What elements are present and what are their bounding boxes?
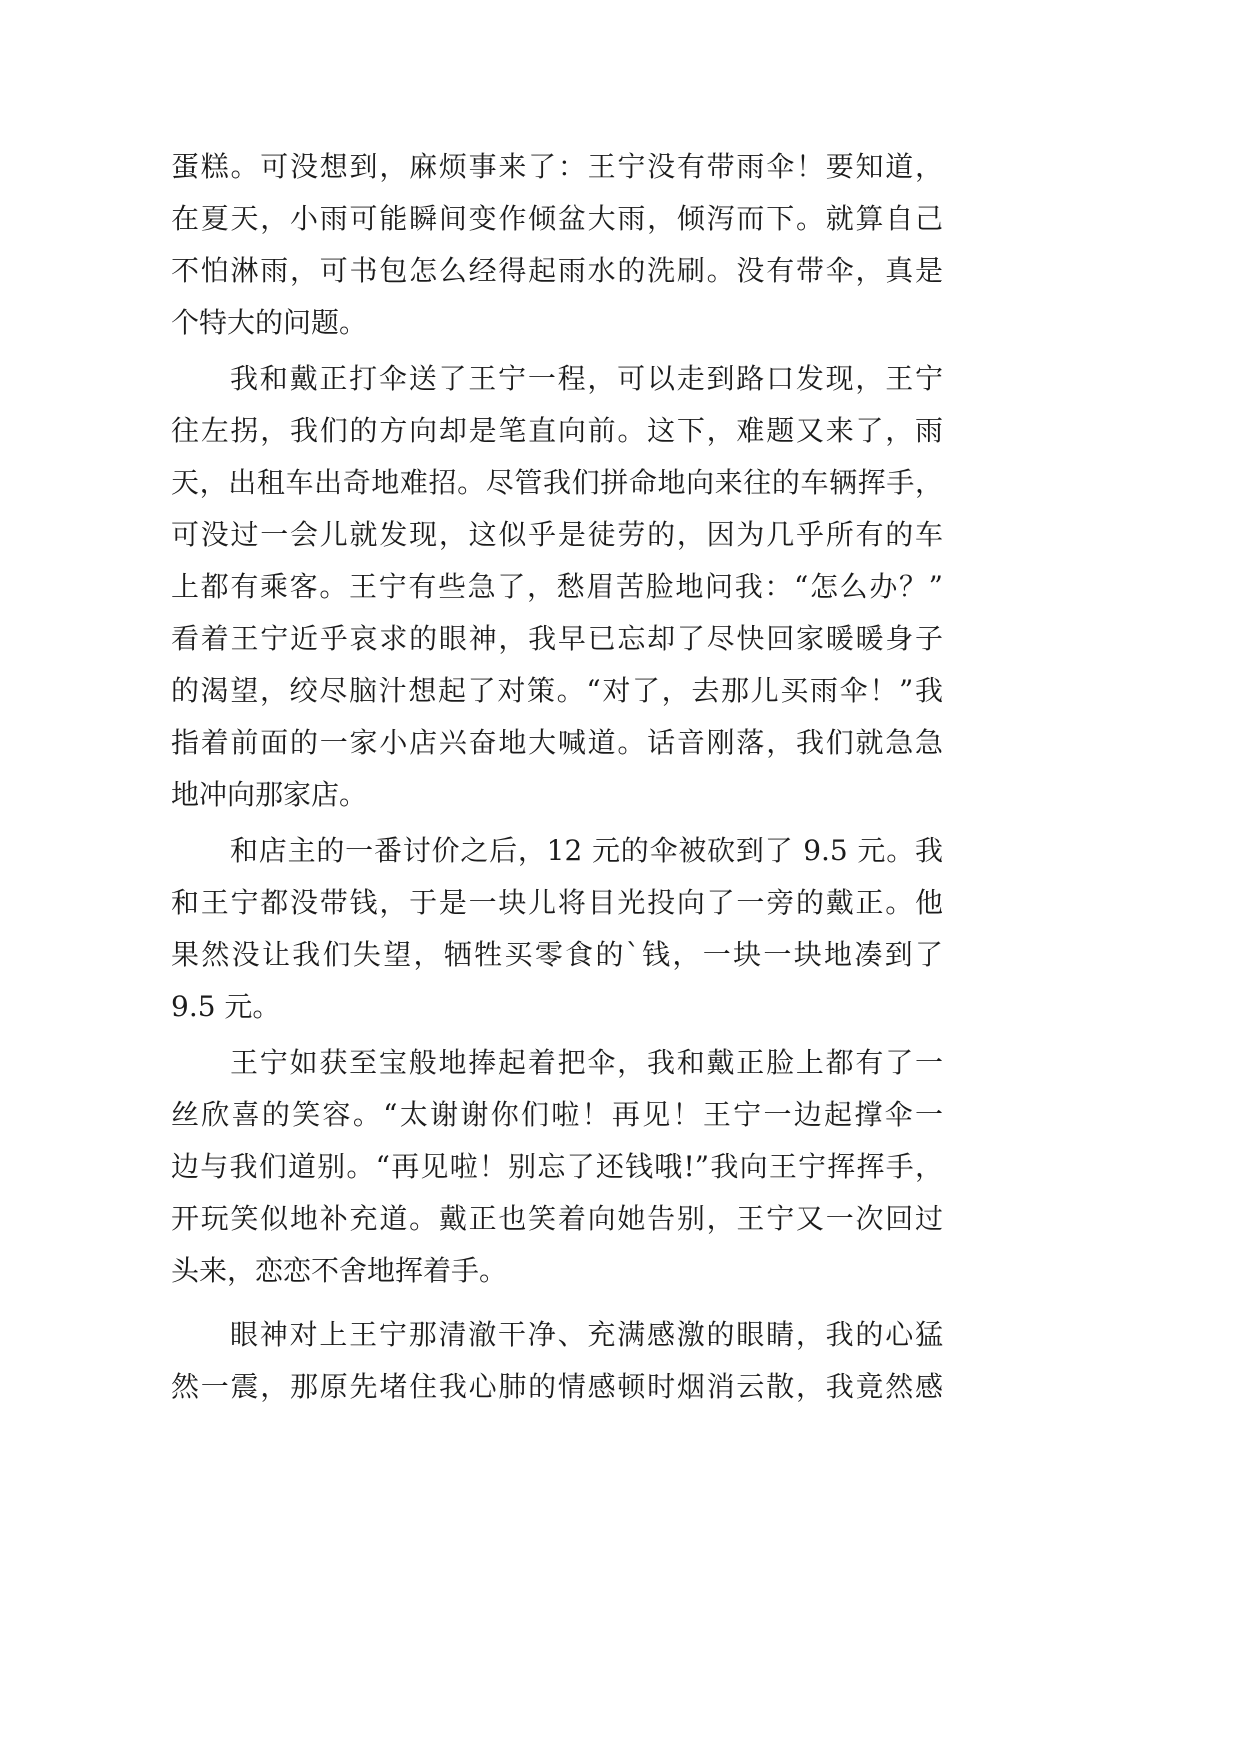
text-line: 在夏天，小雨可能瞬间变作倾盆大雨，倾泻而下。就算自己 [171, 202, 943, 235]
text-line: 和店主的一番讨价之后，12 元的伞被砍到了 9.5 元。我 [230, 834, 943, 867]
text-line: 王宁如获至宝般地捧起着把伞，我和戴正脸上都有了一 [230, 1046, 943, 1079]
text-line: 蛋糕。可没想到，麻烦事来了：王宁没有带雨伞！要知道， [171, 150, 943, 183]
text-line: 然一震，那原先堵住我心肺的情感顿时烟消云散，我竟然感 [171, 1370, 943, 1403]
text-line: 往左拐，我们的方向却是笔直向前。这下，难题又来了，雨 [171, 414, 943, 447]
paragraph [171, 141, 943, 349]
paragraph [171, 825, 943, 1033]
text-line: 我和戴正打伞送了王宁一程，可以走到路口发现，王宁 [230, 362, 943, 395]
text-line: 头来，恋恋不舍地挥着手。 [171, 1254, 508, 1287]
text-line: 个特大的问题。 [171, 306, 368, 339]
text-line: 边与我们道别。“再见啦！别忘了还钱哦!”我向王宁挥挥手， [171, 1150, 943, 1183]
text-line: 可没过一会儿就发现，这似乎是徒劳的，因为几乎所有的车 [171, 518, 943, 551]
text-line: 9.5 元。 [171, 990, 281, 1023]
text-line: 天，出租车出奇地难招。尽管我们拼命地向来往的车辆挥手， [171, 466, 943, 499]
text-line: 指着前面的一家小店兴奋地大喊道。话音刚落，我们就急急 [171, 726, 943, 759]
paragraph [171, 1309, 943, 1413]
paragraph [171, 353, 943, 821]
text-line: 果然没让我们失望，牺牲买零食的`钱，一块一块地凑到了 [171, 938, 943, 971]
text-body [171, 141, 943, 1413]
text-line: 地冲向那家店。 [171, 778, 368, 811]
text-line: 开玩笑似地补充道。戴正也笑着向她告别，王宁又一次回过 [171, 1202, 943, 1235]
text-line: 不怕淋雨，可书包怎么经得起雨水的洗刷。没有带伞，真是 [171, 254, 943, 287]
text-line: 上都有乘客。王宁有些急了，愁眉苦脸地问我：“怎么办？” [171, 570, 943, 603]
text-line: 眼神对上王宁那清澈干净、充满感激的眼睛，我的心猛 [230, 1318, 943, 1351]
text-line: 丝欣喜的笑容。“太谢谢你们啦！再见！王宁一边起撑伞一 [171, 1098, 943, 1131]
text-line: 和王宁都没带钱，于是一块儿将目光投向了一旁的戴正。他 [171, 886, 943, 919]
text-line: 看着王宁近乎哀求的眼神，我早已忘却了尽快回家暖暖身子 [171, 622, 943, 655]
paragraph [171, 1037, 943, 1297]
text-line: 的渴望，绞尽脑汁想起了对策。“对了，去那儿买雨伞！”我 [171, 674, 943, 707]
